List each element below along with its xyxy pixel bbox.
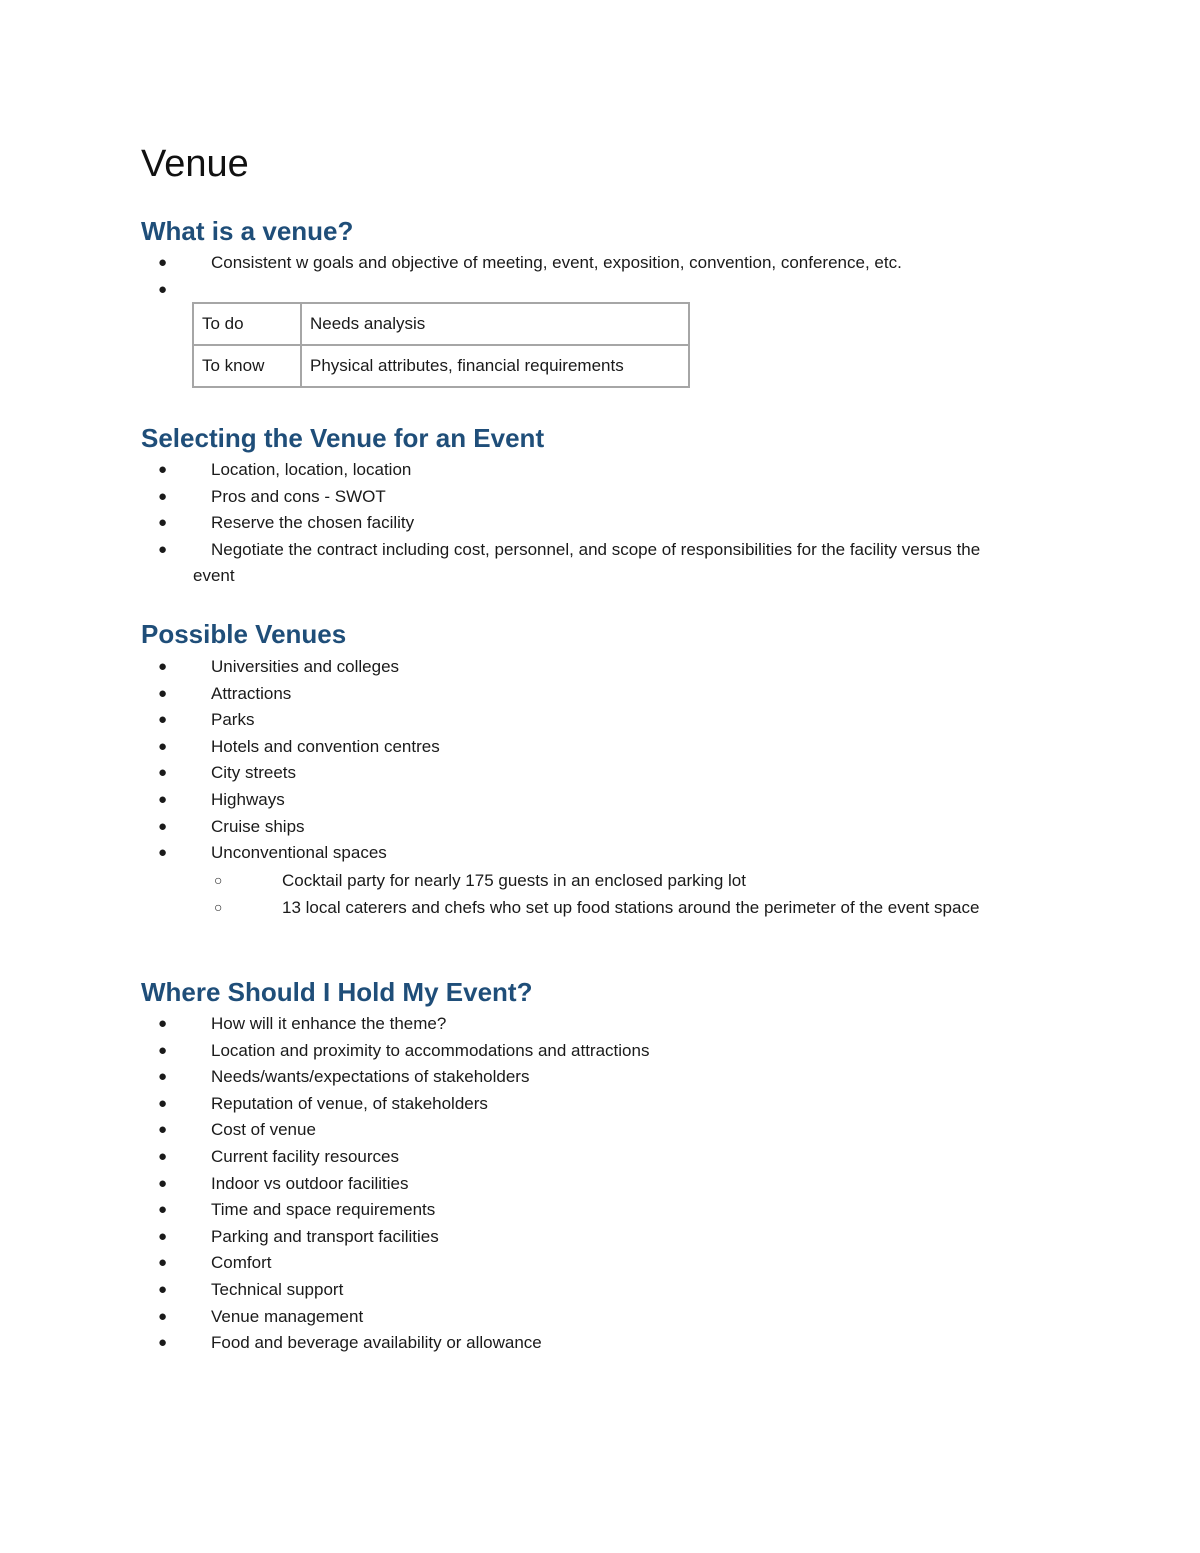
list-item: ● Universities and colleges xyxy=(141,654,1061,681)
list-item: ● Hotels and convention centres xyxy=(141,734,1061,761)
list-item: ● Location, location, location xyxy=(141,457,1061,484)
document-page xyxy=(141,0,1061,1553)
sub-list-item: ○ Cocktail party for nearly 175 guests in an enclosed parking lot xyxy=(141,867,1061,895)
bullet-icon: ● xyxy=(158,1307,168,1325)
hollow-bullet-icon: ○ xyxy=(214,871,223,888)
list-item: ● Reserve the chosen facility xyxy=(141,510,1061,537)
bullet-icon: ● xyxy=(158,737,168,755)
bullet-icon: ● xyxy=(158,790,168,808)
list-item: ● Food and beverage availability or allowance xyxy=(141,1330,1061,1357)
table-row xyxy=(193,303,689,345)
table-cell: To know xyxy=(193,345,301,387)
list-item: ● Venue management xyxy=(141,1304,1061,1331)
list-item: ● Unconventional spaces xyxy=(141,840,1061,867)
list-item: ● Indoor vs outdoor facilities xyxy=(141,1171,1061,1198)
bullet-icon: ● xyxy=(158,1280,168,1298)
bullet-icon: ● xyxy=(158,844,168,862)
list-item: ● Consistent w goals and objective of meeting, event, exposition, convention, conference, etc. xyxy=(141,250,1061,277)
hollow-bullet-icon: ○ xyxy=(214,899,223,916)
list-item: ● Cost of venue xyxy=(141,1117,1061,1144)
sub-list-item: ○ 13 local caterers and chefs who set up food stations around the perimeter of the event space xyxy=(141,894,1047,922)
bullet-icon: ● xyxy=(158,711,168,729)
list-item: ● Reputation of venue, of stakeholders xyxy=(141,1091,1061,1118)
list-item: ● Technical support xyxy=(141,1277,1061,1304)
bullet-icon: ● xyxy=(158,1068,168,1086)
document-title: Venue xyxy=(141,143,249,185)
list-item: ● Parks xyxy=(141,707,1061,734)
section-heading-what-is-a-venue: What is a venue? xyxy=(141,216,354,246)
needs-table xyxy=(192,302,690,388)
table-row xyxy=(193,345,689,387)
list-item: ● How will it enhance the theme? xyxy=(141,1011,1061,1038)
table-cell: Needs analysis xyxy=(301,303,689,345)
list-item: ● Pros and cons - SWOT xyxy=(141,484,1061,511)
bullet-icon: ● xyxy=(158,817,168,835)
bullet-icon: ● xyxy=(158,461,168,478)
bullet-icon: ● xyxy=(158,280,168,298)
bullet-icon: ● xyxy=(158,764,168,782)
list-item: ● Location and proximity to accommodations and attractions xyxy=(141,1038,1061,1065)
section-heading-possible-venues: Possible Venues xyxy=(141,619,347,649)
list-item: ● Comfort xyxy=(141,1250,1061,1277)
list-item: ● Time and space requirements xyxy=(141,1197,1061,1224)
bullet-icon: ● xyxy=(158,1094,168,1112)
table-cell: Physical attributes, financial requirements xyxy=(301,345,689,387)
bullet-icon: ● xyxy=(158,254,168,271)
bullet-list-possible-venues xyxy=(141,654,1061,922)
bullet-icon: ● xyxy=(158,1254,168,1272)
section-heading-where-hold-event: Where Should I Hold My Event? xyxy=(141,977,533,1007)
list-item: ● Current facility resources xyxy=(141,1144,1061,1171)
list-item: ● Cruise ships xyxy=(141,814,1061,841)
list-item: ● Highways xyxy=(141,787,1061,814)
bullet-icon: ● xyxy=(158,1227,168,1245)
bullet-icon: ● xyxy=(158,1334,168,1352)
table-cell: To do xyxy=(193,303,301,345)
bullet-icon: ● xyxy=(158,1041,168,1059)
bullet-list-where-hold-event xyxy=(141,1011,1061,1357)
bullet-icon: ● xyxy=(158,1121,168,1139)
list-item: ● City streets xyxy=(141,760,1061,787)
list-item: ● Needs/wants/expectations of stakeholders xyxy=(141,1064,1061,1091)
list-item: ● Parking and transport facilities xyxy=(141,1224,1061,1251)
section-heading-selecting-venue: Selecting the Venue for an Event xyxy=(141,423,545,453)
bullet-icon: ● xyxy=(158,684,168,702)
bullet-icon: ● xyxy=(158,1147,168,1165)
list-item: ● Negotiate the contract including cost, personnel, and scope of responsibilities for the facility versus the event xyxy=(141,537,993,590)
bullet-icon: ● xyxy=(158,1201,168,1219)
bullet-list-selecting-venue xyxy=(141,457,1061,590)
list-item: ● Attractions xyxy=(141,681,1061,708)
bullet-icon: ● xyxy=(158,514,168,532)
bullet-icon: ● xyxy=(158,658,168,675)
bullet-icon: ● xyxy=(158,1174,168,1192)
bullet-list-what-is-a-venue xyxy=(141,250,1061,298)
bullet-icon: ● xyxy=(158,1015,168,1032)
bullet-icon: ● xyxy=(158,487,168,505)
bullet-icon: ● xyxy=(158,540,168,558)
